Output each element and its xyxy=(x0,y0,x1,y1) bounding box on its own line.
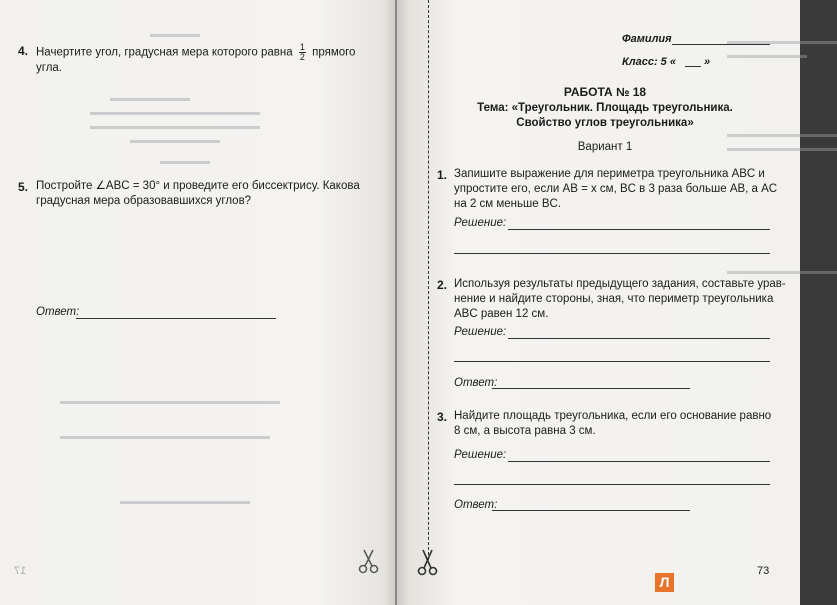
show-through-text: ▬▬▬▬▬▬▬▬▬▬▬▬▬▬▬▬▬▬▬▬▬ xyxy=(60,431,270,442)
solution-label: Решение: xyxy=(454,217,507,229)
task-2-number: 2. xyxy=(437,278,448,292)
show-through-text: ▬▬▬▬▬▬▬▬▬ xyxy=(130,135,220,146)
page-number: 73 xyxy=(757,565,770,577)
show-through-page-number: 17 xyxy=(14,565,27,577)
theme-line1: Тема: «Треугольник. Площадь треугольника. xyxy=(477,102,733,114)
solution-line[interactable] xyxy=(454,361,770,362)
task-3-line1: Найдите площадь треугольника, если его основание равно xyxy=(454,410,772,422)
solution-label: Решение: xyxy=(454,449,507,461)
task-2-line2: нение и найдите стороны, зная, что периметр треугольника xyxy=(454,293,774,305)
solution-line[interactable] xyxy=(508,461,770,462)
show-through-text: ▬▬▬▬▬ xyxy=(160,156,210,167)
theme-line2: Свойство углов треугольника» xyxy=(516,117,694,129)
surname-line[interactable] xyxy=(672,44,770,45)
show-through-text: ▬▬▬▬▬▬▬▬▬▬▬ xyxy=(727,129,837,140)
answer-line[interactable] xyxy=(492,510,690,511)
task-2-line1: Используя результаты предыдущего задания, составьте урав- xyxy=(454,278,786,290)
answer-label: Ответ: xyxy=(454,499,498,511)
cut-line xyxy=(428,0,429,560)
solution-label: Решение: xyxy=(454,326,507,338)
task-1-line2: упростите его, если AB = x см, BC в 3 раза больше AB, а AC xyxy=(454,183,778,195)
solution-line[interactable] xyxy=(508,338,770,339)
surname-label: Фамилия xyxy=(622,33,672,45)
task-3-number: 3. xyxy=(437,410,448,424)
task-4-text-before: Начертите угол, градусная мера которого равна xyxy=(36,46,293,59)
show-through-text: ▬▬▬▬▬▬▬▬ xyxy=(727,50,807,61)
answer-label: Ответ: xyxy=(454,377,498,389)
task-1-number: 1. xyxy=(437,168,448,182)
fraction-one-half xyxy=(299,43,306,62)
fraction-denominator: 2 xyxy=(299,52,305,62)
answer-label: Ответ: xyxy=(36,306,80,318)
task-4-number: 4. xyxy=(18,44,29,58)
show-through-text: ▬▬▬▬▬▬▬▬▬▬▬▬▬▬▬▬▬▬▬▬▬▬ xyxy=(60,396,280,407)
publisher-logo: Л xyxy=(655,573,674,592)
task-4-text-after: прямого xyxy=(312,46,356,59)
class-label: Класс: 5 « xyxy=(622,56,676,68)
task-4-line2: угла. xyxy=(36,62,62,74)
scissors-icon xyxy=(358,548,380,574)
show-through-text: ▬▬▬▬▬▬▬▬▬▬▬▬▬ xyxy=(120,496,250,507)
show-through-text: ▬▬▬▬▬▬▬▬▬▬▬▬▬▬▬▬▬ xyxy=(90,121,260,132)
task-4-text xyxy=(36,43,376,62)
answer-line[interactable] xyxy=(76,318,276,319)
show-through-text: ▬▬▬▬▬▬▬▬▬▬▬▬▬▬▬▬▬ xyxy=(90,107,260,118)
solution-line[interactable] xyxy=(454,484,770,485)
class-close: » xyxy=(704,56,711,68)
task-2-line3: ABC равен 12 см. xyxy=(454,308,549,320)
fraction-numerator: 1 xyxy=(299,42,305,52)
left-page xyxy=(0,0,395,605)
task-5-number: 5. xyxy=(18,180,29,194)
show-through-text: ▬▬▬▬▬▬▬▬▬▬▬ xyxy=(727,36,837,47)
show-through-text: ▬▬▬▬▬▬▬▬▬▬▬ xyxy=(727,143,837,154)
answer-line[interactable] xyxy=(492,388,690,389)
scissors-icon xyxy=(417,548,439,576)
task-3-line2: 8 см, а высота равна 3 см. xyxy=(454,425,596,437)
solution-line[interactable] xyxy=(508,229,770,230)
solution-line[interactable] xyxy=(454,253,770,254)
show-through-text: ▬▬▬▬▬▬▬▬▬▬▬ xyxy=(727,266,837,277)
work-title: РАБОТА № 18 xyxy=(563,85,647,99)
variant-label: Вариант 1 xyxy=(577,141,633,153)
class-line[interactable] xyxy=(685,66,701,67)
task-1-line1: Запишите выражение для периметра треугольника ABC и xyxy=(454,168,765,180)
task-1-line3: на 2 см меньше BC. xyxy=(454,198,562,210)
task-5-line1: Постройте ∠ABC = 30° и проведите его биссектрису. Какова xyxy=(36,180,360,192)
show-through-text: ▬▬▬▬▬ xyxy=(150,29,200,40)
task-5-line2: градусная мера образовавшихся углов? xyxy=(36,195,252,207)
show-through-text: ▬▬▬▬▬▬▬▬ xyxy=(110,93,190,104)
